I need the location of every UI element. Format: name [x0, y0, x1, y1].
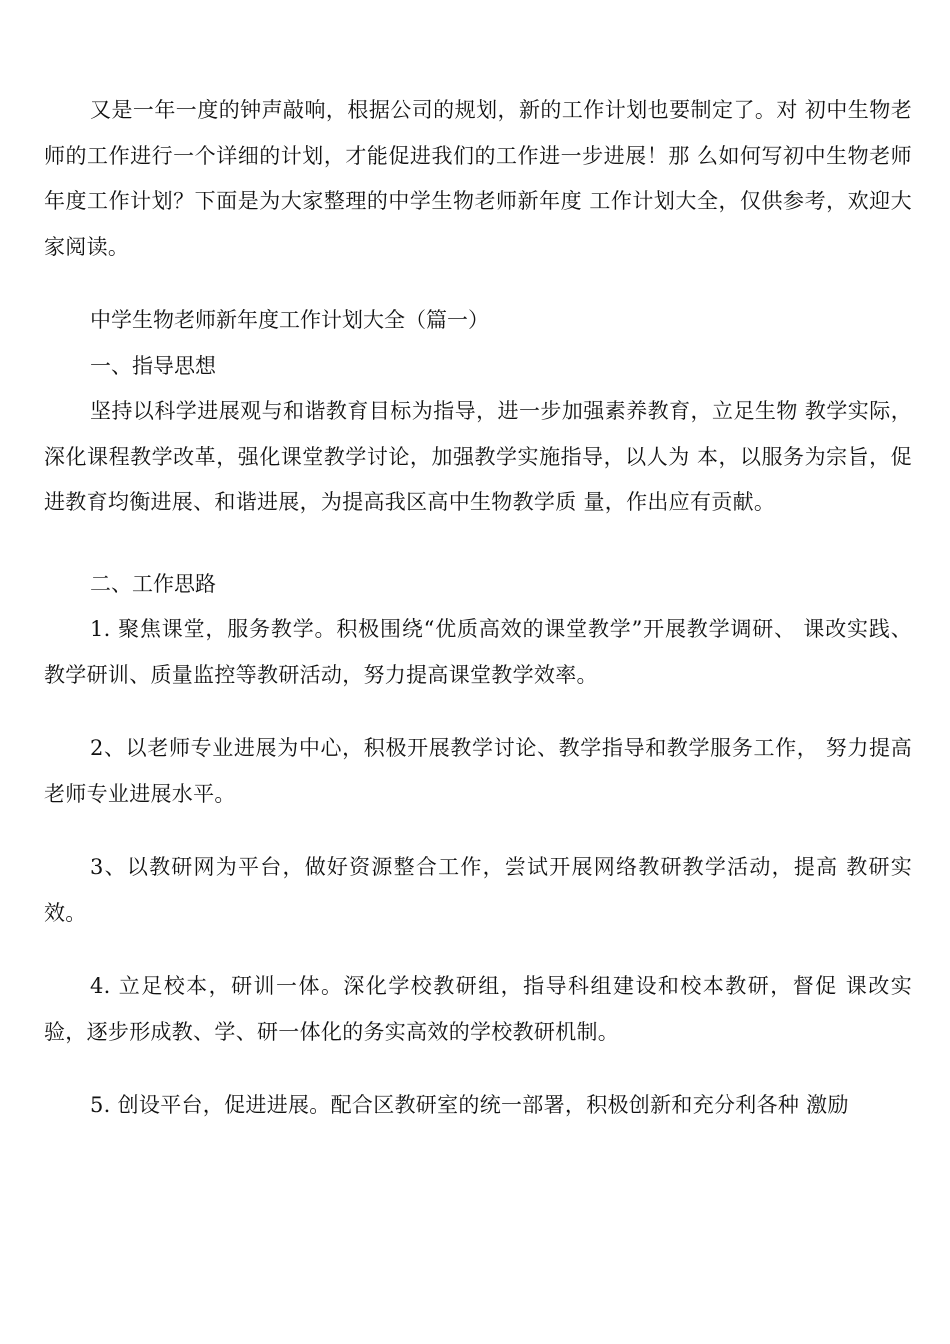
list-item: 3、以教研网为平台，做好资源整合工作，尝试开展网络教研教学活动，提高 教研实效。: [44, 855, 912, 925]
document-page: [44, 88, 912, 1129]
section-heading-guiding-ideology: 一、指导思想: [90, 353, 216, 378]
section-heading-work-approach: 二、工作思路: [90, 571, 216, 596]
section-paragraph-guiding-ideology: 坚持以科学进展观与和谐教育目标为指导，进一步加强素养教育，立足生物 教学实际，深化课程教学改革，强化课堂教学讨论，加强教学实施指导，以人为 本，以服务为宗旨，促进教育均衡进展、和谐进展，为提高我区高中生物教学质 量，作出应有贡献。: [44, 399, 912, 514]
document-title: 中学生物老师新年度工作计划大全（篇一）: [90, 308, 489, 332]
list-item: 5. 创设平台，促进进展。配合区教研室的统一部署，积极创新和充分利各种 激励: [90, 1093, 849, 1117]
intro-paragraph: 又是一年一度的钟声敲响，根据公司的规划，新的工作计划也要制定了。对 初中生物老师的工作进行一个详细的计划，才能促进我们的工作进一步进展！那 么如何写初中生物老师年度工作计划？下面是为大家整理的中学生物老师新年度 工作计划大全，仅供参考，欢迎大家阅读。: [44, 98, 912, 259]
list-item: 4. 立足校本，研训一体。深化学校教研组，指导科组建设和校本教研，督促 课改实验，逐步形成教、学、研一体化的务实高效的学校教研机制。: [44, 974, 912, 1044]
list-item: 1. 聚焦课堂，服务教学。积极围绕“优质高效的课堂教学”开展教学调研、 课改实践、教学研训、质量监控等教研活动，努力提高课堂教学效率。: [44, 617, 912, 687]
list-item: 2、以老师专业进展为中心，积极开展教学讨论、教学指导和教学服务工作， 努力提高老师专业进展水平。: [44, 736, 912, 806]
